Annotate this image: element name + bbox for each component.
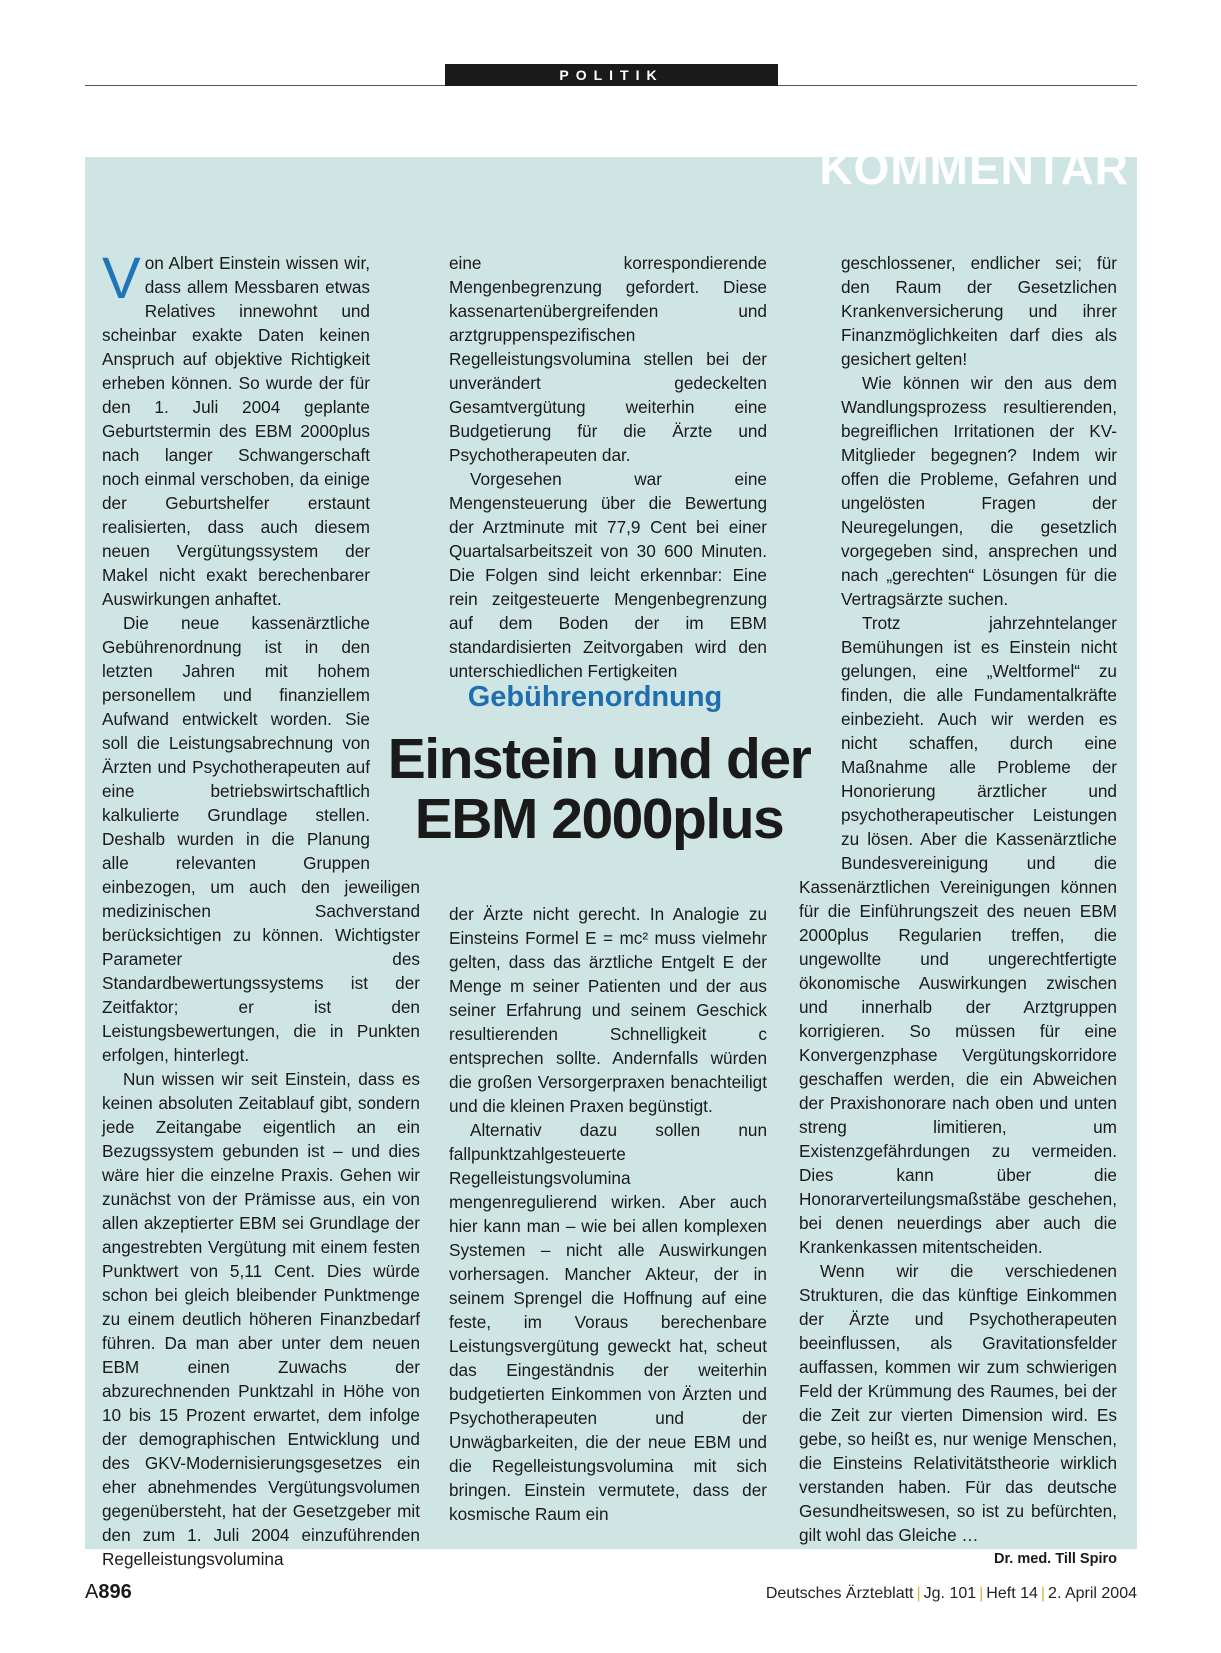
separator: |	[1040, 1585, 1046, 1602]
headline	[379, 729, 819, 849]
page-prefix: A	[85, 1581, 99, 1603]
paragraph	[102, 246, 420, 611]
paragraph: Vorgesehen war eine Mengensteuerung über die Bewertung der Arztminute mit 77,9 Cent bei einer Quartalsarbeitszeit von 30 600 Minuten. Die Folgen sind leicht erkennbar: Eine rein zeitgesteuerte Mengenbegrenzung auf dem Boden der im EBM standardisierten Zeitvorgaben wird den unterschiedlichen Fertigkeiten	[449, 469, 767, 681]
issue-info	[766, 1586, 1137, 1602]
issue-date: 2. April 2004	[1048, 1585, 1137, 1602]
section-label: POLITIK	[445, 64, 778, 86]
paragraph-text: Wenn wir die verschiedenen Strukturen, die das künftige Einkommen der Ärzte und Psychotherapeuten beeinflussen, als Gravitationsfelder auffassen, kommen wir zum schwierigen Feld der Krümmung des Raumes, bei der die Zeit zur vierten Dimension wird. Es gebe, so heißt es, nur wenige Menschen, die Einsteins Relativitätstheorie wirklich verstanden haben. Für das deutsche Gesundheitswesen, so ist zu befürchten, gilt wohl das Gleiche …	[799, 1261, 1117, 1545]
separator: |	[916, 1585, 921, 1602]
kicker-label: KOMMENTAR	[819, 142, 1129, 194]
paragraph: Nun wissen wir seit Einstein, dass es keinen absoluten Zeitablauf gibt, sondern jede Zeitangabe eigentlich an ein Bezugssystem gebunden ist – und dies wäre hier die einzelne Praxis. Gehen wir zunächst von der Prämisse aus, ein von allen akzeptierter EBM sei Grundlage der angestrebten Vergütung mit einem festen Punktwert von 5,11 Cent. Dies würde schon bei gleich bleibender Punktmenge zu einem deutlich höheren Finanzbedarf führen. Da man aber unter dem neuen EBM einen Zuwachs der abzurechnenden Punktzahl in Höhe von 10 bis 15 Prozent erwartet, dem infolge der demographischen Entwicklung und des GKV-Modernisierungsgesetzes ein eher abnehmendes Vergütungsvolumen gegenübersteht, hat der Gesetzgeber mit den zum 1. Juli 2004 einzuführenden Regelleistungsvolumina	[102, 1069, 420, 1569]
paragraph-text: on Albert Einstein wissen wir, dass allem Messbaren etwas Relatives innewohnt und scheinbar exakte Daten keinen Anspruch auf objektive Richtigkeit erheben können. So wurde der für den 1. Juli 2004 geplante Geburtstermin des EBM 2000plus nach langer Schwangerschaft noch einmal verschoben, da einige der Geburtshelfer erstaunt realisierten, dass auch diesem neuen Vergütungssystem der Makel nicht exakt berechenbarer Auswirkungen anhaftet.	[102, 253, 370, 609]
separator: |	[979, 1585, 984, 1602]
column-3	[799, 251, 1117, 1571]
paragraph: geschlossener, endlicher sei; für den Raum der Gesetzlichen Krankenversicherung und ihrer Finanzmöglichkeiten darf dies als gesichert gelten!	[841, 253, 1117, 369]
dropcap: V	[102, 246, 141, 311]
headline-line: EBM 2000plus	[414, 787, 784, 851]
journal-name: Deutsches Ärzteblatt	[765, 1585, 914, 1602]
issue: Heft 14	[986, 1585, 1038, 1602]
page-number	[85, 1582, 132, 1602]
paragraph	[799, 1259, 1117, 1567]
volume: Jg. 101	[923, 1585, 977, 1602]
subheadline: Gebührenordnung	[467, 681, 723, 713]
column-1	[102, 246, 420, 1571]
paragraph: Alternativ dazu sollen nun fallpunktzahlgesteuerte Regelleistungsvolumina mengenregulierend wirken. Aber auch hier kann man – wie bei allen komplexen Systemen – nicht alle Auswirkungen vorhersagen. Mancher Akteur, der in seinem Sprengel die Hoffnung auf eine feste, im Voraus berechenbare Leistungsvergütung geweckt hat, scheut das Eingeständnis der weiterhin budgetierten Einkommen von Ärzten und Psychotherapeuten und der Unwägbarkeiten, die der neue EBM und die Regelleistungsvolumina mit sich bringen. Einstein vermutete, dass der kosmische Raum ein	[449, 1120, 767, 1524]
page-number-value: 896	[98, 1581, 132, 1603]
column-2-top	[449, 251, 767, 683]
paragraph: der Ärzte nicht gerecht. In Analogie zu Einsteins Formel E = mc² muss vielmehr gelten, dass das ärztliche Entgelt E der Menge m seiner Patienten und der aus seiner Erfahrung und seinem Geschick resultierenden Schnelligkeit c entsprechen sollte. Andernfalls würden die großen Versorgerpraxen benachteiligt und die kleinen Praxen begünstigt.	[449, 904, 767, 1116]
paragraph: Trotz jahrzehntelanger Bemühungen ist es Einstein nicht gelungen, eine „Weltformel“ zu finden, die alle Fundamentalkräfte einbezieht. Auch wir werden es nicht schaffen, durch eine Maßnahme alle Probleme der Honorierung ärztlicher und psychotherapeutischer Leistungen zu lösen. Aber die Kassenärztliche Bundesvereinigung und die Kassenärztlichen Vereinigungen können für die Einführungszeit des neuen EBM 2000plus Regularien treffen, die ungewollte und ungerechtfertigte ökonomische Auswirkungen zwischen und innerhalb der Arztgruppen korrigieren. So müssen für eine Konvergenzphase Vergütungskorridore geschaffen werden, die ein Abweichen der Praxishonorare nach oben und unten streng limitieren, um Existenzgefährdungen zu vermeiden. Dies kann über die Honorarverteilungsmaßstäbe geschehen, bei denen neuerdings aber auch die Krankenkassen mitentscheiden.	[799, 613, 1117, 1257]
paragraph: Die neue kassenärztliche Gebührenordnung ist in den letzten Jahren mit hohem personellem und finanziellem Aufwand entwickelt worden. Sie soll die Leistungsabrechnung von Ärzten und Psychotherapeuten auf eine betriebswirtschaftlich kalkulierte Grundlage stellen. Deshalb wurden in die Planung alle relevanten Gruppen einbezogen, um auch den jeweiligen medizinischen Sachverstand berücksichtigen zu können. Wichtigster Parameter des Standardbewertungssystems ist der Zeitfaktor; er ist den Leistungsbewertungen, die in Punkten erfolgen, hinterlegt.	[102, 613, 420, 1065]
commentary-panel	[85, 142, 1137, 1569]
paragraph: Wie können wir den aus dem Wandlungsprozess resultierenden, begreiflichen Irritationen der KV-Mitglieder begegnen? Indem wir offen die Probleme, Gefahren und ungelösten Fragen der Neuregelungen, die gesetzlich vorgegeben sind, ansprechen und nach „gerechten“ Lösungen für die Vertragsärzte suchen.	[841, 373, 1117, 609]
headline-line: Einstein und der	[387, 727, 811, 791]
column-2-bottom	[449, 902, 767, 1526]
author-signature: Dr. med. Till Spiro	[993, 1551, 1117, 1567]
paragraph: eine korrespondierende Mengenbegrenzung gefordert. Diese kassenartenübergreifenden und arztgruppenspezifischen Regelleistungsvolumina stellen bei der unverändert gedeckelten Gesamtvergütung weiterhin eine Budgetierung für die Ärzte und Psychotherapeuten dar.	[449, 253, 767, 465]
